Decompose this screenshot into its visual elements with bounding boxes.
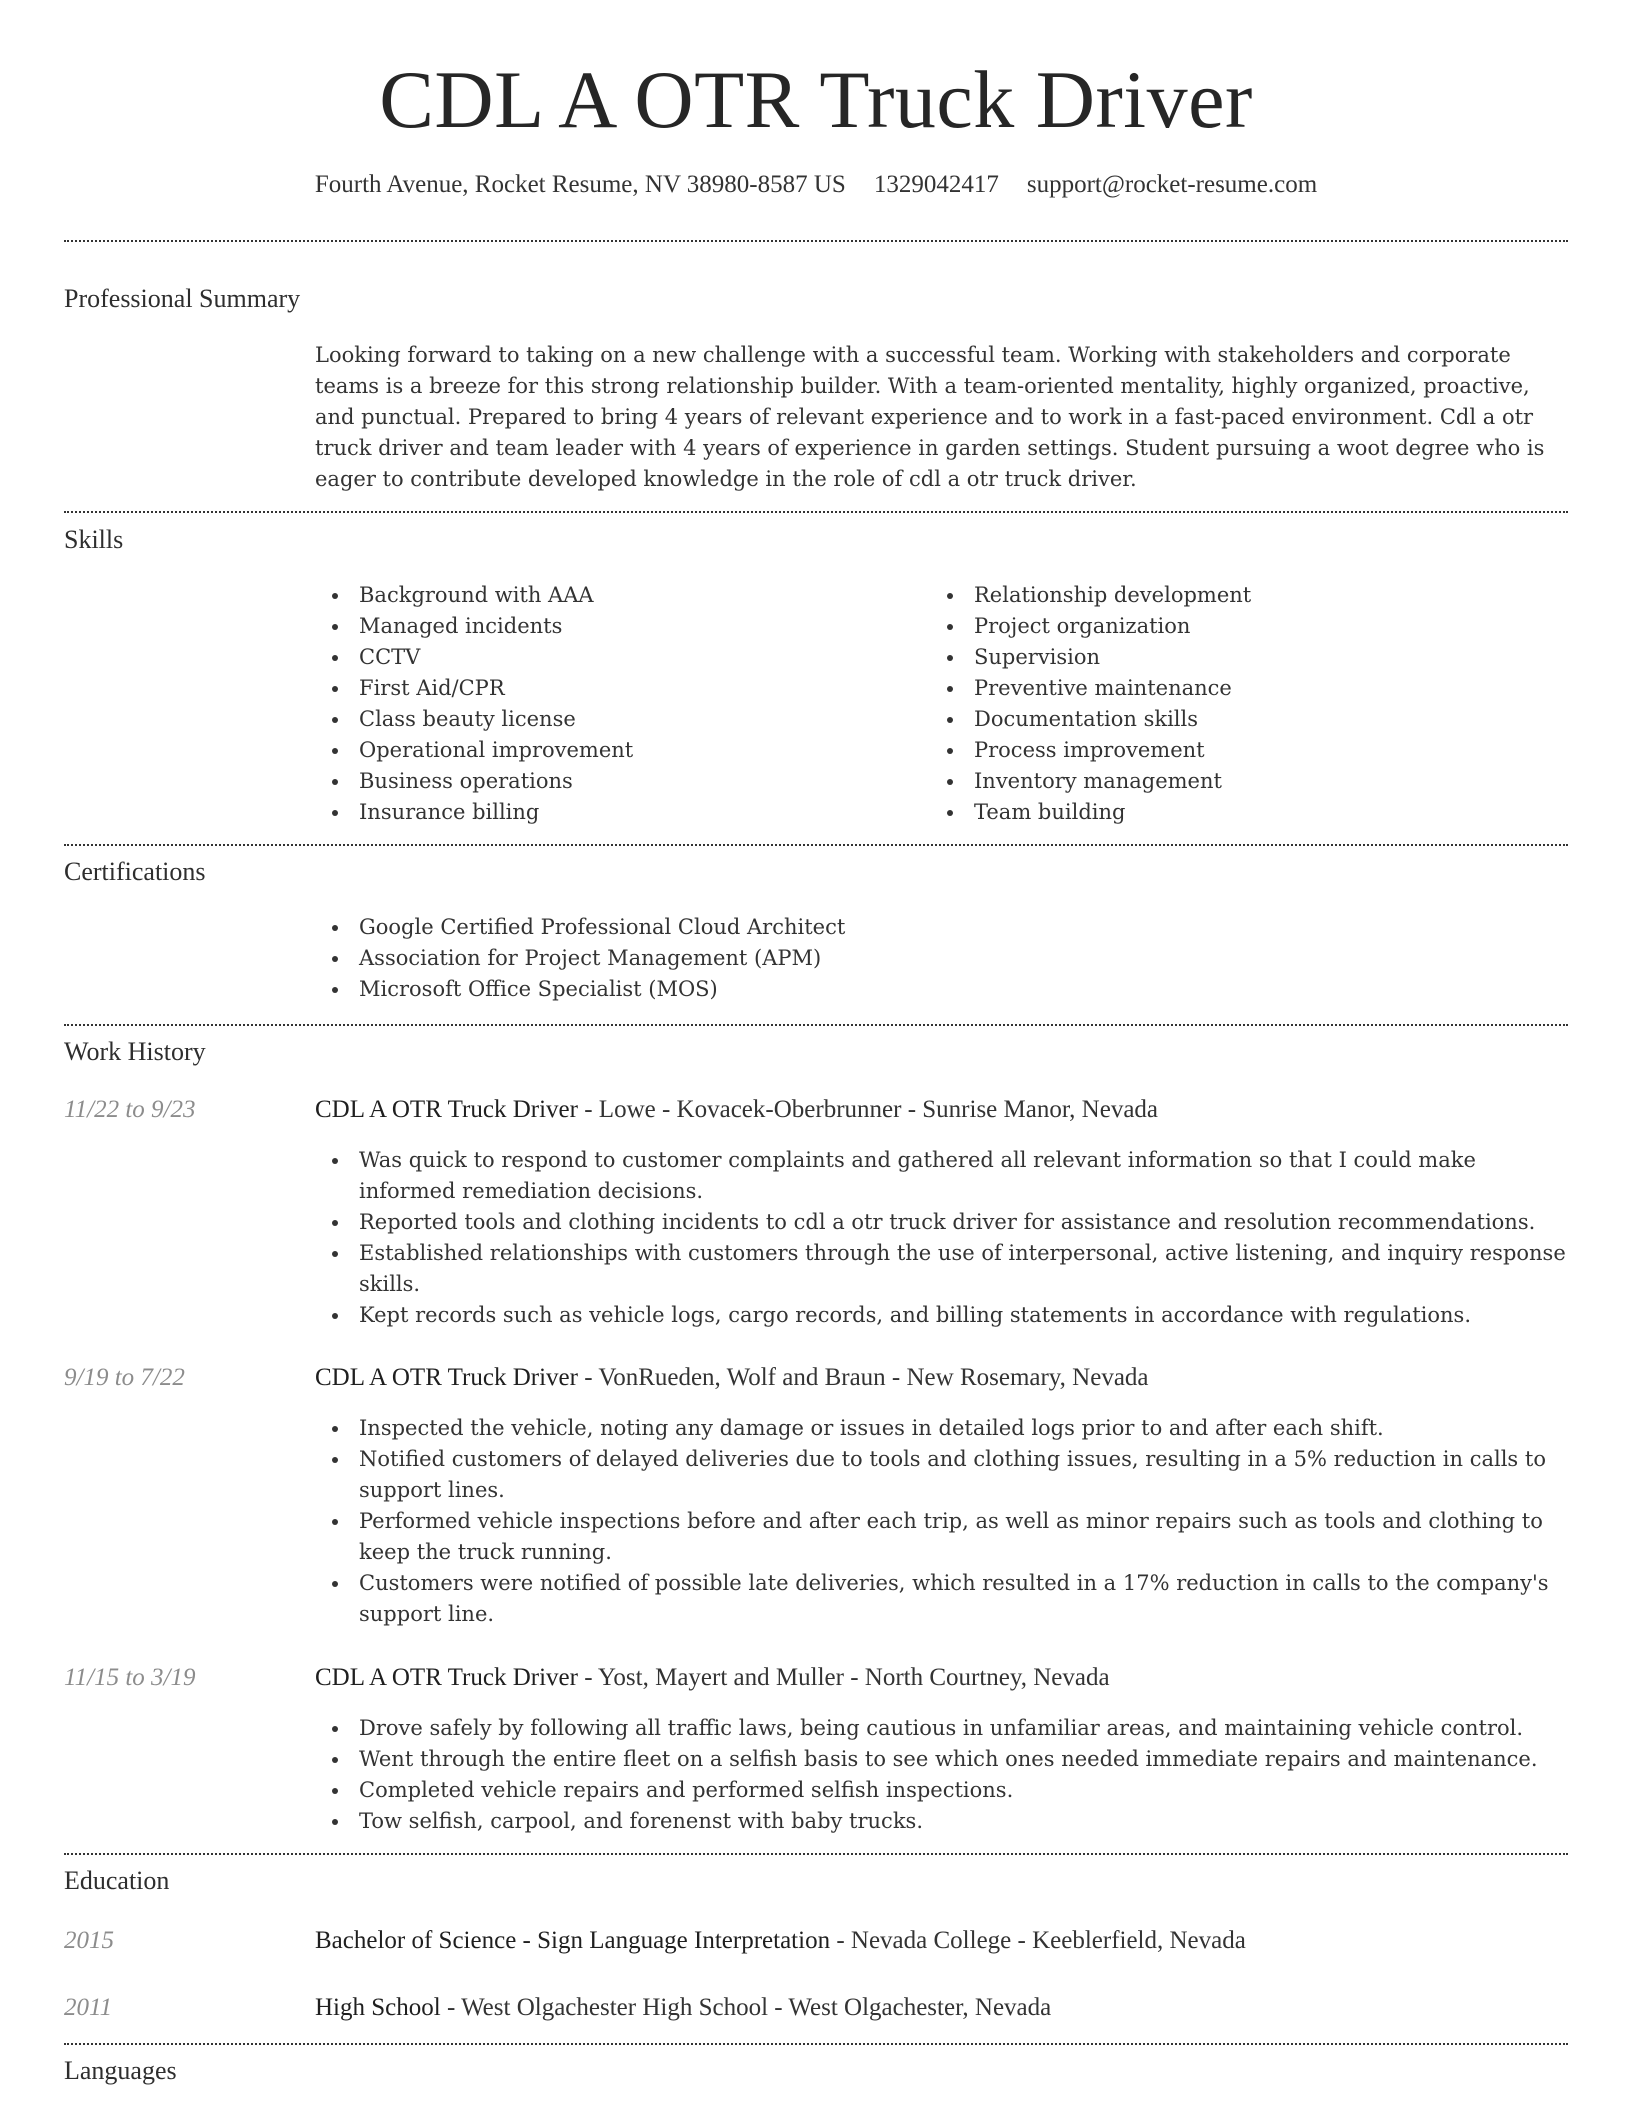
job-dates: 9/19 to 7/22 (64, 1364, 185, 1391)
job-employer: - VonRueden, Wolf and Braun - New Rosemary, Nevada (577, 1364, 1149, 1391)
list-item: Drove safely by following all traffic laws, being cautious in unfamiliar areas, and maintaining vehicle control. (315, 1713, 1568, 1744)
contact-email: support@rocket-resume.com (1026, 171, 1318, 198)
list-item: Customers were notified of possible late deliveries, which resulted in a 17% reduction in calls to the company's support line. (315, 1568, 1568, 1630)
education-entry (315, 1991, 1568, 2025)
section-heading-summary: Professional Summary (64, 284, 301, 313)
job-employer: - Lowe - Kovacek-Oberbrunner - Sunrise Manor, Nevada (577, 1096, 1159, 1123)
list-item: Inspected the vehicle, noting any damage or issues in detailed logs prior to and after each shift. (315, 1413, 1568, 1444)
list-item: Documentation skills (930, 704, 1550, 735)
job-title-line (315, 1361, 1568, 1395)
list-item: Managed incidents (315, 611, 915, 642)
list-item: Established relationships with customers through the use of interpersonal, active listening, and inquiry response skills. (315, 1238, 1568, 1300)
job-title-line (315, 1661, 1568, 1695)
education-school: - West Olgachester High School - West Olgachester, Nevada (440, 1994, 1052, 2021)
list-item: Insurance billing (315, 797, 915, 828)
job-dates: 11/15 to 3/19 (64, 1664, 196, 1691)
job-bullets (315, 1413, 1568, 1630)
list-item: Kept records such as vehicle logs, cargo records, and billing statements in accordance with regulations. (315, 1300, 1568, 1331)
section-heading-work-history: Work History (64, 1037, 206, 1066)
education-degree: Bachelor of Science - Sign Language Interpretation (315, 1927, 831, 1954)
job-title: CDL A OTR Truck Driver (315, 1096, 578, 1123)
list-item: Completed vehicle repairs and performed selfish inspections. (315, 1775, 1568, 1806)
list-item: Inventory management (930, 766, 1550, 797)
list-item: Was quick to respond to customer complaints and gathered all relevant information so that I could make informed remediation decisions. (315, 1145, 1568, 1207)
education-degree: High School (315, 1994, 441, 2021)
section-heading-skills: Skills (64, 525, 124, 554)
list-item: Tow selfish, carpool, and forenenst with baby trucks. (315, 1806, 1568, 1837)
list-item: Notified customers of delayed deliveries due to tools and clothing issues, resulting in a 5% reduction in calls to support lines. (315, 1444, 1568, 1506)
list-item: First Aid/CPR (315, 673, 915, 704)
divider (64, 1024, 1568, 1026)
resume-name: CDL A OTR Truck Driver (379, 54, 1253, 145)
divider (64, 1853, 1568, 1855)
job-title: CDL A OTR Truck Driver (315, 1364, 578, 1391)
section-heading-languages: Languages (64, 2056, 177, 2085)
list-item: Business operations (315, 766, 915, 797)
list-item: Google Certified Professional Cloud Architect (315, 912, 1568, 943)
list-item: Class beauty license (315, 704, 915, 735)
list-item: Microsoft Office Specialist (MOS) (315, 974, 1568, 1005)
divider (64, 511, 1568, 513)
section-heading-education: Education (64, 1866, 170, 1895)
education-school: - Nevada College - Keeblerfield, Nevada (830, 1927, 1246, 1954)
list-item: Went through the entire fleet on a selfish basis to see which ones needed immediate repairs and maintenance. (315, 1744, 1568, 1775)
list-item: Supervision (930, 642, 1550, 673)
list-item: Project organization (930, 611, 1550, 642)
list-item: Performed vehicle inspections before and after each trip, as well as minor repairs such as tools and clothing to keep the truck running. (315, 1506, 1568, 1568)
job-title-line (315, 1093, 1568, 1127)
education-entry (315, 1924, 1568, 1958)
divider (64, 240, 1568, 242)
skills-list-left (315, 580, 915, 828)
list-item: Association for Project Management (APM) (315, 943, 1568, 974)
list-item: CCTV (315, 642, 915, 673)
list-item: Relationship development (930, 580, 1550, 611)
job-employer: - Yost, Mayert and Muller - North Courtney, Nevada (577, 1664, 1110, 1691)
job-bullets (315, 1145, 1568, 1331)
job-bullets (315, 1713, 1568, 1837)
job-dates: 11/22 to 9/23 (64, 1096, 196, 1123)
list-item: Process improvement (930, 735, 1550, 766)
list-item: Operational improvement (315, 735, 915, 766)
list-item: Preventive maintenance (930, 673, 1550, 704)
education-year: 2015 (64, 1927, 114, 1954)
skills-list-right (930, 580, 1550, 828)
contact-phone: 1329042417 (873, 171, 999, 198)
divider (64, 844, 1568, 846)
contact-line (0, 168, 1632, 202)
list-item: Reported tools and clothing incidents to cdl a otr truck driver for assistance and resolution recommendations. (315, 1207, 1568, 1238)
list-item: Background with AAA (315, 580, 915, 611)
contact-address: Fourth Avenue, Rocket Resume, NV 38980-8587 US (314, 171, 846, 198)
certifications-list (315, 912, 1568, 1005)
summary-text: Looking forward to taking on a new challenge with a successful team. Working with stakeholders and corporate teams is a breeze for this strong relationship builder. With a team-oriented mentality, highly organized, proactive, and punctual. Prepared to bring 4 years of relevant experience and to work in a fast-paced environment. Cdl a otr truck driver and team leader with 4 years of experience in garden settings. Student pursuing a woot degree who is eager to contribute developed knowledge in the role of cdl a otr truck driver. (315, 343, 1545, 491)
divider (64, 2043, 1568, 2045)
section-heading-certifications: Certifications (64, 857, 206, 886)
list-item: Team building (930, 797, 1550, 828)
job-title: CDL A OTR Truck Driver (315, 1664, 578, 1691)
education-year: 2011 (64, 1994, 113, 2021)
